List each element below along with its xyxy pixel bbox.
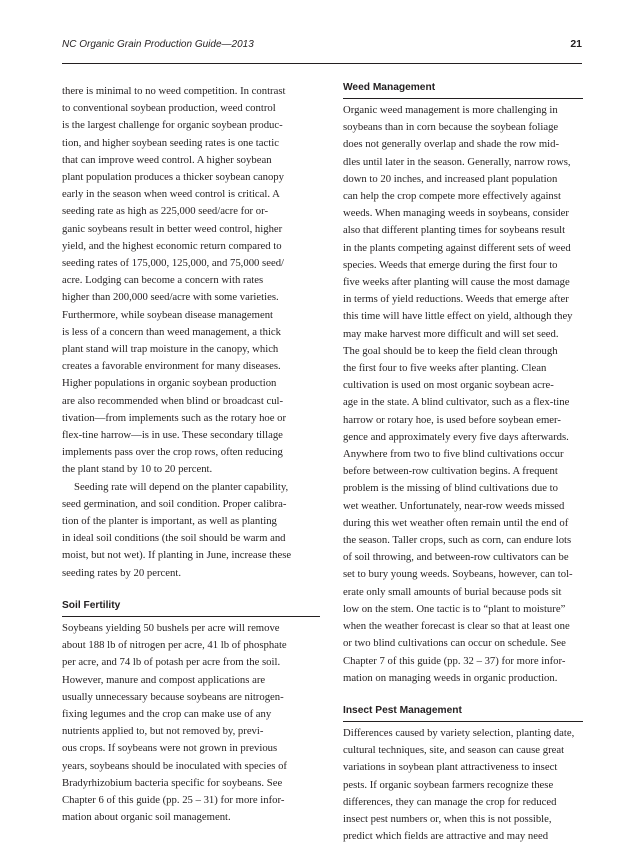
body-paragraph-weed-management: Organic weed management is more challenging in soybeans than in corn because the soybean foliage does not generally overlap and shade the row mid- dles until later in the season. Generally, narrow rows, down to 20 inches, and increased plant population can help the crop compete more effectively against weeds. When managing weeds in soybeans, consider also that different planting times for soybeans result in the plants competing against different sets of weed species. Weeds that emerge during the first four to five weeks after planting will cause the most damage in terms of yield reductions. Weeds that emerge after this time will have little effect on yield, although they may make harvest more difficult and will set seed. The goal should be to keep the field clean through the first four to five weeks after planting. Clean cultivation is used on most organic soybean acre- age in the state. A blind cultivator, such as a flex-tine harrow or rotary hoe, is used before soybean emer- gence and approximately every five days afterwards. Anywhere from two to five blind cultivations occur before between-row cultivation begins. A frequent problem is the missing of blind cultivations due to wet weather. Unfortunately, near-row weeds missed during this wet weather often remain until the end of the season. Taller crops, such as corn, can endure lots of soil throwing, and between-row cultivators can be set to bury young weeds. Soybeans, however, can tol- erate only small amounts of burial because pods sit low on the stem. One tactic is to “plant to moisture” when the weather forecast is clear so that at least one or two blind cultivations can occur on schedule. See Chapter 7 of this guide (pp. 32 – 37) for more infor- mation on managing weeds in organic production. bbox=[343, 104, 573, 684]
body-paragraph-soil-fertility: Soybeans yielding 50 bushels per acre will remove about 188 lb of nitrogen per acre, 41 lb of phosphate per acre, and 74 lb of potash per acre from the soil. However, manure and compost applications are usually unnecessary because soybeans are nitrogen- fixing legumes and the crop can make use of any nutrients applied to, but not removed by, previ- ous crops. If soybeans were not grown in previous years, soybeans should be inoculated with species of Bradyrhizobium bacteria specific for soybeans. See Chapter 6 of this guide (pp. 25 – 31) for more infor- mation about organic soil management. bbox=[62, 621, 287, 824]
page-number: 21 bbox=[570, 38, 582, 50]
right-column bbox=[343, 81, 583, 845]
body-paragraph-seeding-rate: Seeding rate will depend on the planter capability, seed germination, and soil condition. Proper calibra- tion of the planter is important, as well as planting in ideal soil conditions (the soil should be warm and moist, but not wet). If planting in June, increase these seeding rates by 20 percent. bbox=[62, 480, 292, 579]
section-spacer bbox=[343, 687, 583, 704]
running-header bbox=[62, 37, 582, 55]
body-paragraph-insect-pest: Differences caused by variety selection, planting date, cultural techniques, site, and season can cause great variations in soybean plant attractiveness to insect pests. If organic soybean farmers recognize these differences, they can manage the crop for reduced insect pest numbers or, when this is not possible, predict which fields are attractive and may need bbox=[343, 726, 575, 843]
heading-soil-fertility: Soil Fertility bbox=[62, 599, 320, 617]
guide-title: NC Organic Grain Production Guide—2013 bbox=[62, 39, 254, 50]
heading-insect-pest-management: Insect Pest Management bbox=[343, 704, 583, 722]
heading-weed-management: Weed Management bbox=[343, 81, 583, 99]
section-spacer bbox=[62, 582, 320, 599]
body-paragraph-seeding-population: there is minimal to no weed competition. In contrast to conventional soybean production, weed control is the largest challenge for organic soybean produc- tion, and higher soybean seeding rates is one tactic that can improve weed control. A higher soybean plant population produces a thicker soybean canopy early in the season when weed control is critical. A seeding rate as high as 225,000 seed/acre for or- ganic soybeans result in better weed control, higher yield, and the highest economic return compared to seeding rates of 175,000, 125,000, and 75,000 seed/ acre. Lodging can become a concern with rates higher than 200,000 seed/acre with some varieties. Furthermore, while soybean disease management is less of a concern than weed management, a thick plant stand will trap moisture in the canopy, which creates a favorable environment for many diseases. Higher populations in organic soybean production are also recommended when blind or broadcast cul- tivation—from implements such as the rotary hoe or flex-tine harrow—is in use. These secondary tillage implements pass over the crop rows, often reducing the plant stand by 10 to 20 percent. bbox=[62, 85, 287, 476]
header-divider bbox=[62, 63, 582, 64]
left-column bbox=[62, 83, 320, 826]
